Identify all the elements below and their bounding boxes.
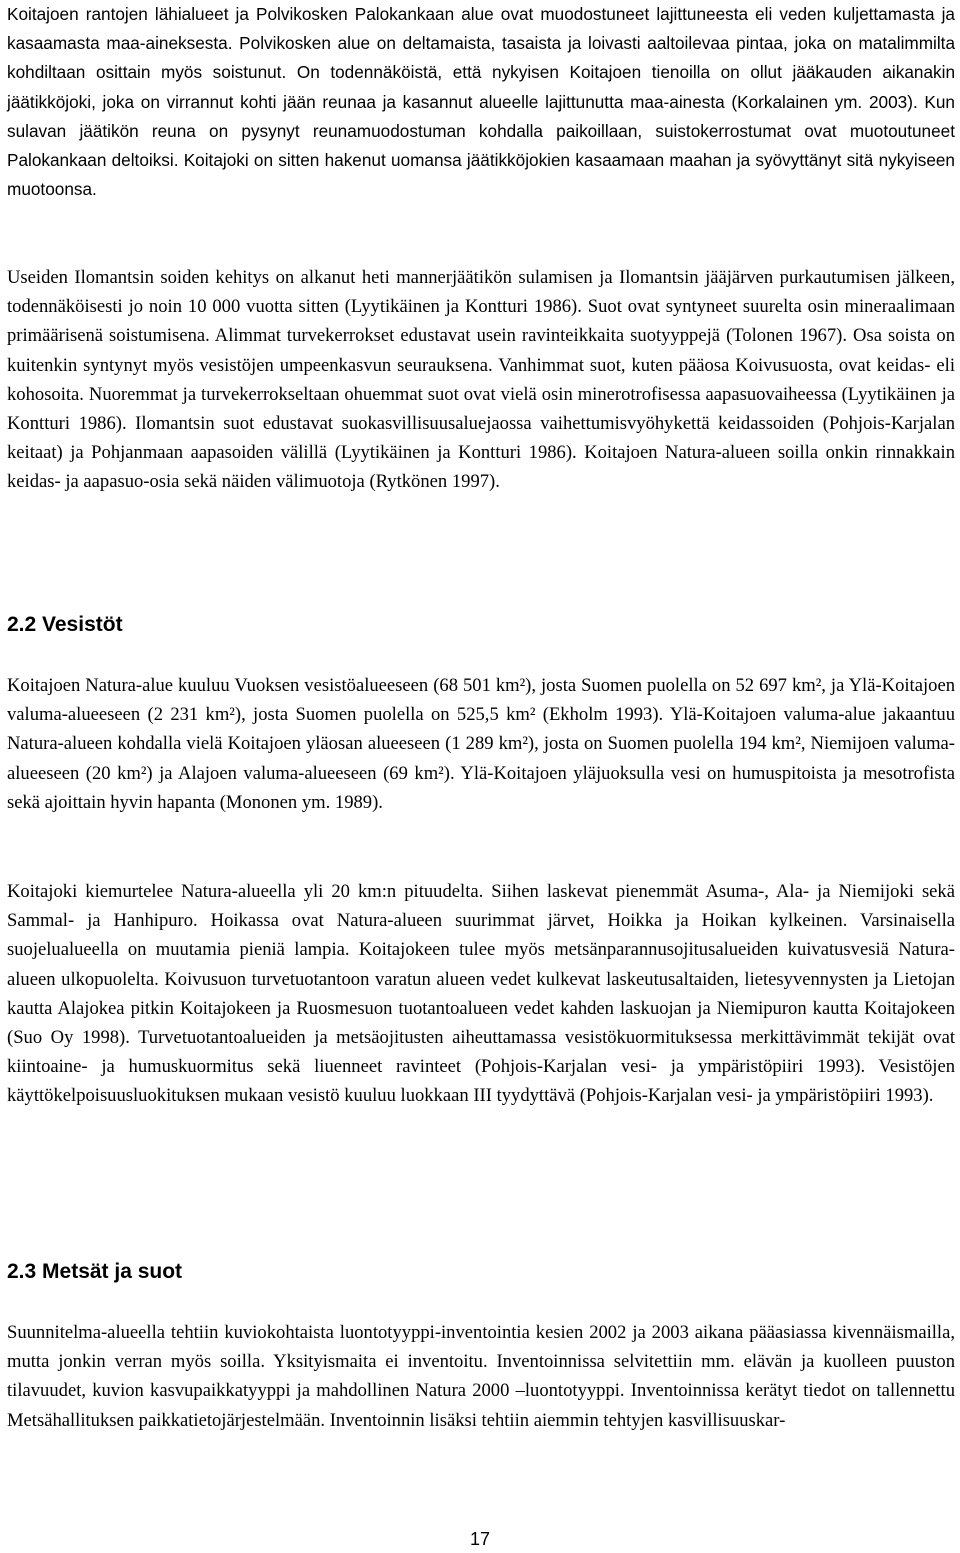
section-heading-vesistot: 2.2 Vesistöt bbox=[7, 613, 123, 636]
section-heading-metsat-ja-suot: 2.3 Metsät ja suot bbox=[7, 1260, 183, 1283]
paragraph-bogs: Useiden Ilomantsin soiden kehitys on alkanut heti mannerjäätikön sulamisen ja Ilomantsin jääjärven purkautumisen jälkeen, todennäköisesti jo noin 10 000 vuotta sitten (Lyytikäinen ja Kontturi 1986). Suot ovat syntyneet suurelta osin mineraalimaan primäärisenä soistumisena. Alimmat turvekerrokset edustavat usein ravinteikkaita suotyyppejä (Tolonen 1967). Osa soista on kuitenkin syntynyt myös vesistöjen umpeenkasvun seurauksena. Vanhimmat suot, kuten pääosa Koivusuosta, ovat keidas- eli kohosoita. Nuoremmat ja turvekerrokseltaan ohuemmat suot ovat vielä osin minerotrofisessa aapasuovaiheessa (Lyytikäinen ja Kontturi 1986). Ilomantsin suot edustavat suokasvillisuusaluejaossa vaihettumisvyöhykettä keidassoiden (Pohjois-Karjalan keitaat) ja Pohjanmaan aapasoiden välillä (Lyytikäinen ja Kontturi 1986). Koitajoen Natura-alueen soilla onkin rinnakkain keidas- ja aapasuo-osia sekä näiden välimuotoja (Rytkönen 1997). bbox=[7, 267, 955, 493]
paragraph-forests: Suunnitelma-alueella tehtiin kuviokohtaista luontotyyppi-inventointia kesien 2002 ja 2003 aikana pääasiassa kivennäismailla, mutta jonkin verran myös soilla. Yksityismaita ei inventoitu. Inventoinnissa selvitettiin mm. elävän ja kuolleen puuston tilavuudet, kuvion kasvupaikkatyyppi ja mahdollinen Natura 2000 –luontotyyppi. Inventoinnissa kerätyt tiedot on tallennettu Metsähallituksen paikkatietojärjestelmään. Inventoinnin lisäksi tehtiin aiemmin tehtyjen kasvillisuuskar- bbox=[7, 1322, 955, 1431]
paragraph-geology-sans: Koitajoen rantojen lähialueet ja Polvikosken Palokankaan alue ovat muodostuneet lajittuneesta eli veden kuljettamasta ja kasaamasta maa-aineksesta. Polvikosken alue on deltamaista, tasaista ja loivasti aaltoilevaa pintaa, joka on matalimmilta kohdiltaan osittain myös soistunut. On todennäköistä, että nykyisen Koitajoen tienoilla on ollut jääkauden aikanakin jäätikköjoki, joka on virrannut kohti jään reunaa ja kasannut alueelle lajittunutta maa-ainesta (Korkalainen ym. 2003). Kun sulavan jäätikön reuna on pysynyt reunamuodostuman kohdalla paikoillaan, suistokerrostumat ovat muotoutuneet Palokankaan deltoiksi. Koitajoki on sitten hakenut uomansa jäätikköjokien kasaamaan maahan ja syövyttänyt sitä nykyiseen muotoonsa. bbox=[7, 4, 955, 200]
page-number: 17 bbox=[469, 1529, 491, 1549]
paragraph-koitajoki: Koitajoki kiemurtelee Natura-alueella yli 20 km:n pituudelta. Siihen laskevat pienemmät Asuma-, Ala- ja Niemijoki sekä Sammal- ja Hanhipuro. Hoikassa ovat Natura-alueen suurimmat järvet, Hoikka ja Hoikan kylkeinen. Varsinaisella suojelualueella on muutamia pieniä lampia. Koitajokeen tulee myös metsänparannusojitusalueiden kuivatusvesiä Natura-alueen ulkopuolelta. Koivusuon turvetuotantoon varatun alueen vedet kulkevat laskeutusaltaiden, lietesyvennysten ja Lietojan kautta Alajokea pitkin Koitajokeen ja Ruosmesuon tuotantoalueen vedet kahden laskuojan ja Niemipuron kautta Koitajokeen (Suo Oy 1998). Turvetuotantoalueiden ja metsäojitusten aiheuttamassa vesistökuormituksessa merkittävimmät tekijät ovat kiintoaine- ja humuskuormitus sekä liuenneet ravinteet (Pohjois-Karjalan vesi- ja ympäristöpiiri 1993). Vesistöjen käyttökelpoisuusluokituksen mukaan vesistö kuuluu luokkaan III tyydyttävä (Pohjois-Karjalan vesi- ja ympäristöpiiri 1993). bbox=[7, 881, 955, 1107]
paragraph-watershed: Koitajoen Natura-alue kuuluu Vuoksen vesistöalueeseen (68 501 km²), josta Suomen puolella on 52 697 km², ja Ylä-Koitajoen valuma-alueeseen (2 231 km²), josta Suomen puolella on 525,5 km² (Ekholm 1993). Ylä-Koitajoen valuma-alue jakaantuu Natura-alueen kohdalla vielä Koitajoen yläosan alueeseen (1 289 km²), josta on Suomen puolella 194 km², Niemijoen valuma-alueeseen (20 km²) ja Alajoen valuma-alueeseen (69 km²). Ylä-Koitajoen yläjuoksulla vesi on humuspitoista ja mesotrofista sekä ajoittain hyvin hapanta (Mononen ym. 1989). bbox=[7, 675, 955, 813]
